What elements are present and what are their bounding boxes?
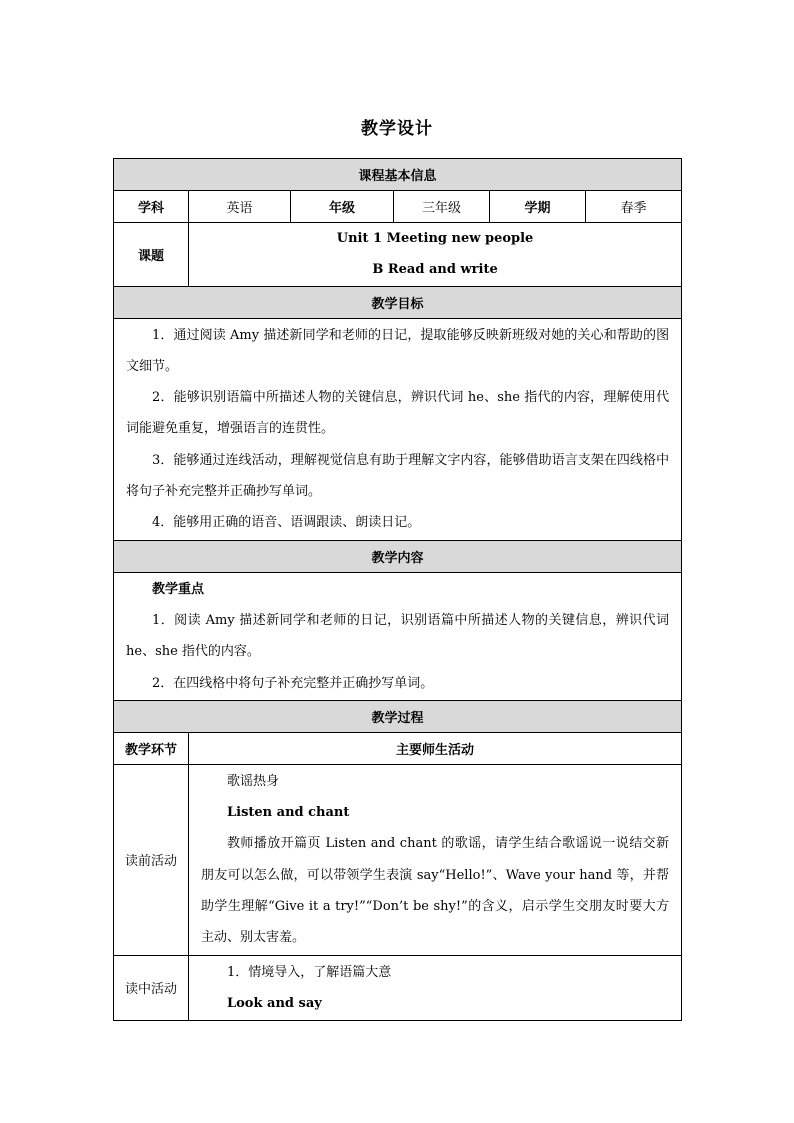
- key-points-title: 教学重点: [152, 581, 205, 597]
- activity-line: 1．情境导入，了解语篇大意: [227, 964, 392, 980]
- objective-item: 3．能够通过连线活动，理解视觉信息有助于理解文字内容，能够借助语言支架在四线格中将句子补充完整并正确抄写单词。: [126, 452, 670, 500]
- content-body: [114, 572, 682, 700]
- topic-label: 课题: [114, 223, 189, 287]
- process-header: 教学过程: [114, 700, 682, 732]
- stage-cell: 读前活动: [114, 764, 189, 955]
- activity-column-header: 主要师生活动: [189, 732, 682, 764]
- activity-line: 教师播放开篇页 Listen and chant 的歌谣，请学生结合歌谣说一说结交新朋友可以怎么做，可以带领学生表演 say“Hello!”、Wave your hand 等，并帮助学生理解“Give it a try!”“Don’t be shy!”的含义，启示学生交朋友时要大方主动、别太害羞。: [201, 836, 670, 946]
- grade-value: 三年级: [394, 191, 490, 223]
- stage-cell: 读中活动: [114, 955, 189, 1021]
- content-header: 教学内容: [114, 540, 682, 572]
- activity-cell: [189, 764, 682, 955]
- term-value: 春季: [586, 191, 682, 223]
- objective-item: 4．能够用正确的语音、语调跟读、朗读日记。: [152, 515, 421, 531]
- page-title: 教学设计: [361, 119, 433, 139]
- objective-item: 1．通过阅读 Amy 描述新同学和老师的日记，提取能够反映新班级对她的关心和帮助的图文细节。: [126, 327, 670, 374]
- activity-cell: [189, 955, 682, 1021]
- key-point-item: 1．阅读 Amy 描述新同学和老师的日记，识别语篇中所描述人物的关键信息，辨识代词 he、she 指代的内容。: [126, 612, 670, 660]
- term-label: 学期: [490, 191, 586, 223]
- activity-line: Listen and chant: [227, 805, 350, 821]
- topic-line: B Read and write: [372, 262, 498, 278]
- activity-line: 歌谣热身: [227, 773, 280, 789]
- subject-value: 英语: [189, 191, 291, 223]
- topic-line: Unit 1 Meeting new people: [336, 231, 534, 246]
- topic-value: [189, 223, 682, 287]
- activity-line: Look and say: [227, 995, 322, 1011]
- grade-label: 年级: [291, 191, 394, 223]
- key-point-item: 2．在四线格中将句子补充完整并正确抄写单词。: [152, 675, 434, 691]
- objective-item: 2．能够识别语篇中所描述人物的关键信息，辨识代词 he、she 指代的内容，理解使用代词能避免重复，增强语言的连贯性。: [126, 390, 670, 437]
- objectives-body: [114, 318, 682, 540]
- lesson-plan-table: [113, 158, 682, 1021]
- subject-label: 学科: [114, 191, 189, 223]
- stage-column-header: 教学环节: [114, 732, 189, 764]
- objectives-header: 教学目标: [114, 286, 682, 318]
- basic-info-header: 课程基本信息: [114, 159, 682, 191]
